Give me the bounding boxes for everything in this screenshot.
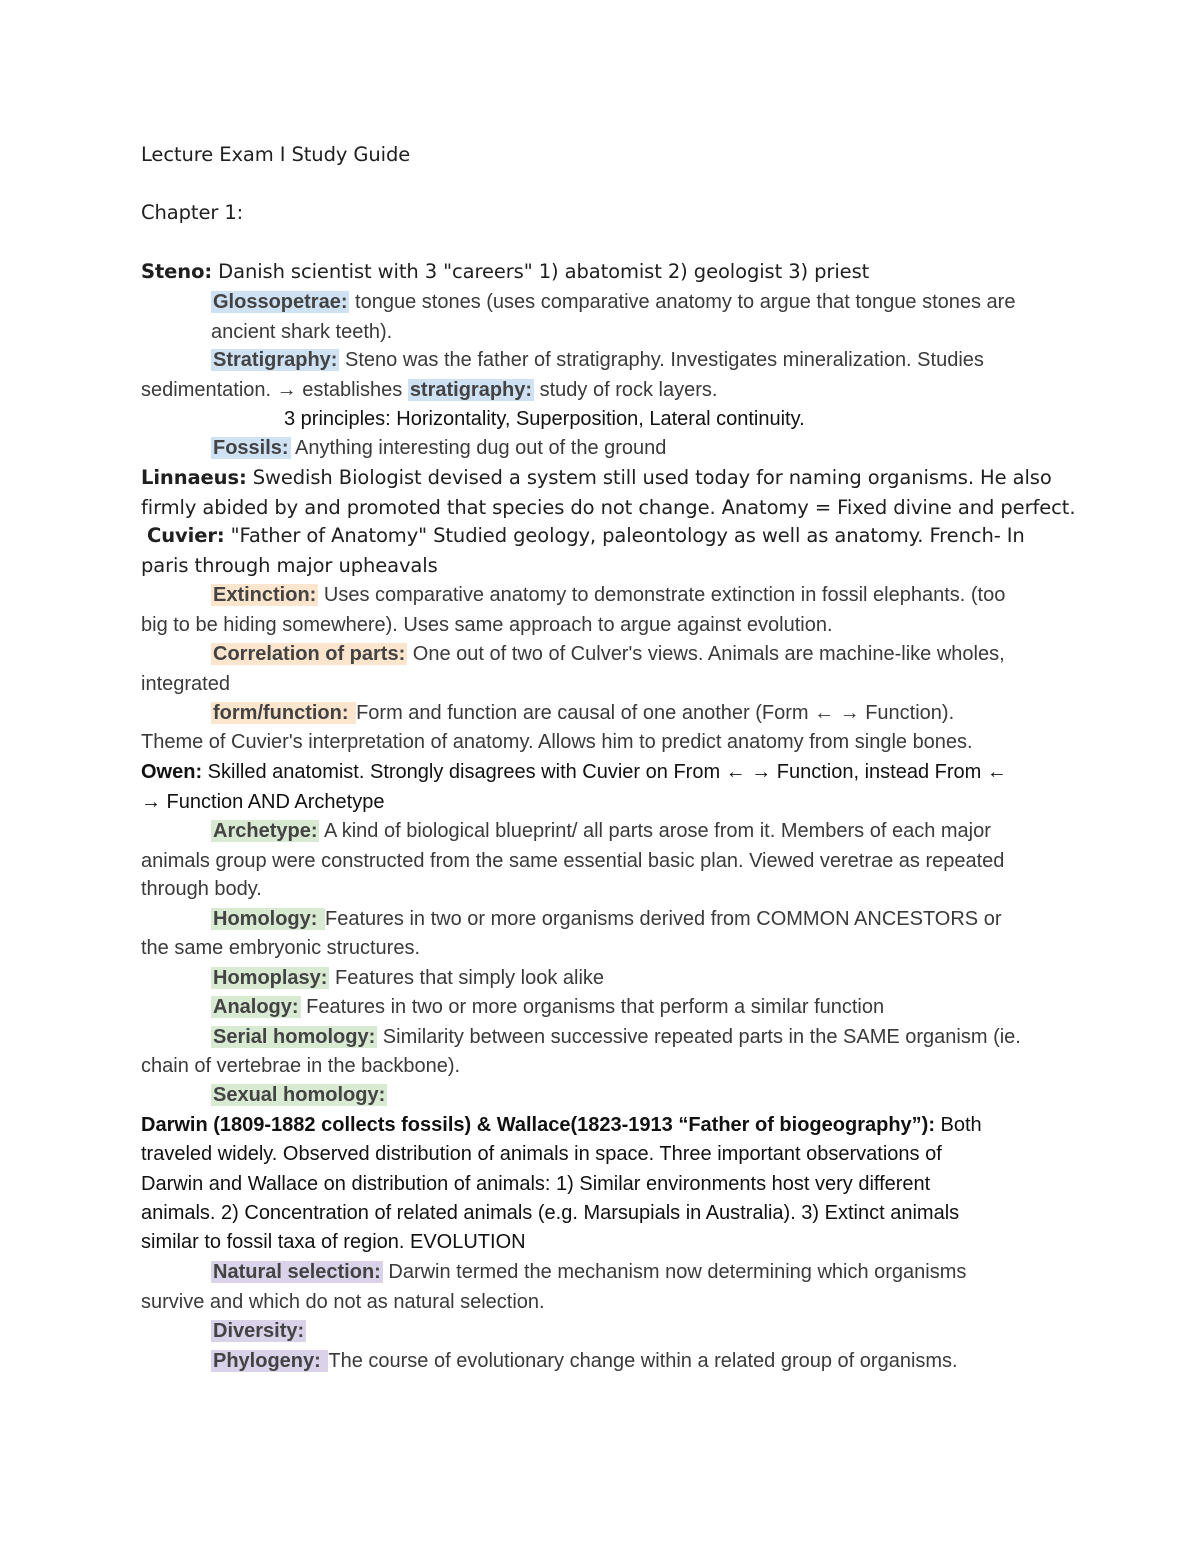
chapter-heading: Chapter 1: xyxy=(141,201,244,224)
darwin-line-5: similar to fossil taxa of region. EVOLUTION xyxy=(141,1231,526,1253)
diversity-term: Diversity: xyxy=(213,1320,305,1342)
analogy-line xyxy=(211,995,884,1019)
phylogeny-line xyxy=(211,1349,958,1373)
stratigraphy-line-2 xyxy=(141,378,717,402)
extinction-line-2: big to be hiding somewhere). Uses same approach to argue against evolution. xyxy=(141,614,833,636)
extinction-line xyxy=(211,583,1005,607)
archetype-line-2: animals group were constructed from the same essential basic plan. Viewed veretrae as repeated xyxy=(141,850,1005,872)
homoplasy-term: Homoplasy: xyxy=(213,967,328,989)
natural-selection-term: Natural selection: xyxy=(213,1261,381,1283)
darwin-line-3: Darwin and Wallace on distribution of animals: 1) Similar environments host very different xyxy=(141,1173,931,1195)
fossils-term: Fossils: xyxy=(213,437,289,459)
homology-term: Homology: xyxy=(213,908,323,930)
linnaeus-line-2: firmly abided by and promoted that species do not change. Anatomy = Fixed divine and perfect. xyxy=(141,496,1076,519)
cuvier-text: "Father of Anatomy" Studied geology, paleontology as well as anatomy. French- In xyxy=(224,524,1025,547)
correlation-term: Correlation of parts: xyxy=(213,643,406,665)
glossopetrae-line-2: ancient shark teeth). xyxy=(211,321,393,343)
linnaeus-name: Linnaeus: xyxy=(141,466,247,489)
homoplasy-text: Features that simply look alike xyxy=(329,967,605,989)
glossopetrae-term: Glossopetrae: xyxy=(213,291,348,313)
owen-text: Skilled anatomist. Strongly disagrees with Cuvier on From ← → Function, instead From ← xyxy=(202,761,1007,783)
diversity-line xyxy=(211,1319,306,1343)
principles-line: 3 principles: Horizontality, Superposition, Lateral continuity. xyxy=(284,408,805,430)
darwin-text: Both xyxy=(934,1114,982,1136)
sexual-homology-line xyxy=(211,1083,387,1107)
owen-line-2: → Function AND Archetype xyxy=(141,791,385,813)
extinction-term: Extinction: xyxy=(213,584,317,606)
serial-homology-line-2: chain of vertebrae in the backbone). xyxy=(141,1055,461,1077)
stratigraphy-text-2a: sedimentation. → establishes xyxy=(141,379,408,401)
steno-line xyxy=(141,260,869,284)
homology-line-2: the same embryonic structures. xyxy=(141,937,420,959)
serial-homology-line xyxy=(211,1025,1021,1049)
form-function-text: Form and function are causal of one another (Form ← → Function). xyxy=(356,702,955,724)
phylogeny-text: The course of evolutionary change within a related group of organisms. xyxy=(328,1350,958,1372)
cuvier-line-2: paris through major upheavals xyxy=(141,554,438,577)
natural-selection-line-2: survive and which do not as natural selection. xyxy=(141,1291,545,1313)
darwin-line xyxy=(141,1113,982,1137)
extinction-text: Uses comparative anatomy to demonstrate extinction in fossil elephants. (too xyxy=(318,584,1006,606)
sexual-homology-term: Sexual homology: xyxy=(213,1084,386,1106)
stratigraphy-text: Steno was the father of stratigraphy. Investigates mineralization. Studies xyxy=(339,349,984,371)
phylogeny-term: Phylogeny: xyxy=(213,1350,327,1372)
form-function-term: form/function: xyxy=(213,702,355,724)
steno-desc: Danish scientist with 3 "careers" 1) abatomist 2) geologist 3) priest xyxy=(212,260,870,283)
form-function-line xyxy=(211,701,954,725)
homoplasy-line xyxy=(211,966,604,990)
homology-text: Features in two or more organisms derived from COMMON ANCESTORS or xyxy=(325,908,1002,930)
glossopetrae-text: tongue stones (uses comparative anatomy to argue that tongue stones are xyxy=(349,291,1016,313)
glossopetrae-line xyxy=(211,290,1015,314)
fossils-line xyxy=(211,436,666,460)
archetype-text: A kind of biological blueprint/ all parts arose from it. Members of each major xyxy=(319,820,991,842)
archetype-line xyxy=(211,819,991,843)
stratigraphy-text-2b: study of rock layers. xyxy=(534,379,718,401)
owen-name: Owen: xyxy=(141,761,203,783)
darwin-name: Darwin (1809-1882 collects fossils) & Wallace(1823-1913 “Father of biogeography”): xyxy=(141,1114,935,1136)
owen-line xyxy=(141,760,1007,784)
stratigraphy-term-2: stratigraphy: xyxy=(409,379,533,401)
archetype-term: Archetype: xyxy=(213,820,318,842)
linnaeus-line xyxy=(141,466,1052,490)
correlation-line xyxy=(211,642,1005,666)
correlation-text: One out of two of Culver's views. Animals are machine-like wholes, xyxy=(407,643,1005,665)
homology-line xyxy=(211,907,1001,931)
stratigraphy-line xyxy=(211,348,984,372)
linnaeus-text: Swedish Biologist devised a system still used today for naming organisms. He also xyxy=(246,466,1052,489)
correlation-line-2: integrated xyxy=(141,673,230,695)
darwin-line-2: traveled widely. Observed distribution of animals in space. Three important observations of xyxy=(141,1143,942,1165)
analogy-term: Analogy: xyxy=(213,996,299,1018)
form-function-line-2: Theme of Cuvier's interpretation of anatomy. Allows him to predict anatomy from single bones. xyxy=(141,731,973,753)
cuvier-line xyxy=(147,524,1025,548)
stratigraphy-term: Stratigraphy: xyxy=(213,349,338,371)
serial-homology-term: Serial homology: xyxy=(213,1026,376,1048)
natural-selection-line xyxy=(211,1260,966,1284)
darwin-line-4: animals. 2) Concentration of related animals (e.g. Marsupials in Australia). 3) Extinct animals xyxy=(141,1202,960,1224)
natural-selection-text: Darwin termed the mechanism now determining which organisms xyxy=(382,1261,967,1283)
serial-homology-text: Similarity between successive repeated parts in the SAME organism (ie. xyxy=(377,1026,1021,1048)
archetype-line-3: through body. xyxy=(141,878,262,900)
analogy-text: Features in two or more organisms that perform a similar function xyxy=(300,996,885,1018)
fossils-text: Anything interesting dug out of the ground xyxy=(290,437,667,459)
doc-title: Lecture Exam I Study Guide xyxy=(141,143,411,166)
cuvier-name: Cuvier: xyxy=(147,524,225,547)
steno-name: Steno: xyxy=(141,260,213,283)
